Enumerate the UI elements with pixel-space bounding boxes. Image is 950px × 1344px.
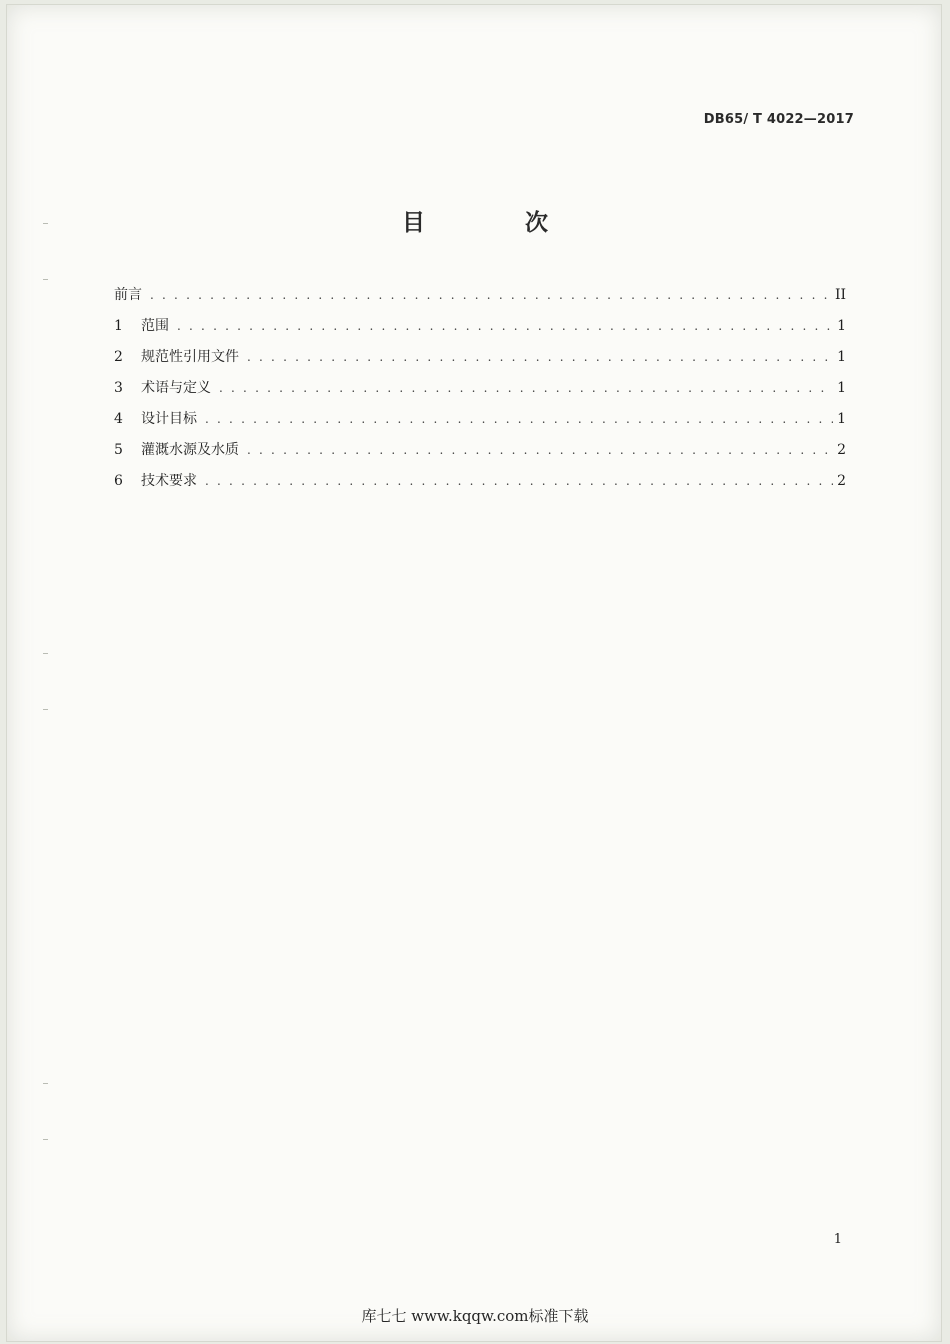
scan-mark [43,1139,48,1140]
dot-leader [247,345,833,369]
scan-mark [43,653,48,654]
download-footer: 库七七 www.kqqw.com标准下载 [361,1307,589,1325]
toc-entry-page: 2 [837,473,846,489]
toc-entry-label: 技术要求 [141,473,197,489]
toc-entry-label: 灌溉水源及水质 [141,442,239,458]
toc-entry-label: 术语与定义 [141,380,211,396]
toc-entry-number: 3 [114,380,123,396]
table-of-contents [114,283,846,500]
document-code: DB65/ T 4022—2017 [703,112,854,127]
dot-leader [247,438,833,462]
toc-entry-page: 1 [837,411,846,427]
scan-mark [43,1083,48,1084]
toc-entry-label: 规范性引用文件 [141,349,239,365]
toc-entry-page: 2 [837,442,846,458]
toc-entry-number: 1 [114,318,123,334]
dot-leader [150,283,831,307]
toc-entry-water-source-quality[interactable] [114,438,846,469]
toc-entry-normative-references[interactable] [114,345,846,376]
toc-entry-technical-requirements[interactable] [114,469,846,500]
toc-entry-page: 1 [837,349,846,365]
toc-entry-page: 1 [837,318,846,334]
dot-leader [205,407,833,431]
toc-entry-scope[interactable] [114,314,846,345]
toc-entry-page: 1 [837,380,846,396]
dot-leader [219,376,833,400]
toc-title: 目 次 [401,210,594,236]
scan-mark [43,279,48,280]
scan-mark [43,709,48,710]
toc-entry-label: 范围 [141,318,169,334]
page-number: 1 [833,1232,842,1247]
toc-entry-label: 前言 [114,287,142,303]
toc-entry-design-objectives[interactable] [114,407,846,438]
toc-entry-number: 6 [114,473,123,489]
toc-entry-terms-definitions[interactable] [114,376,846,407]
toc-entry-number: 2 [114,349,123,365]
toc-entry-foreword[interactable] [114,283,846,314]
toc-entry-number: 5 [114,442,123,458]
toc-entry-number: 4 [114,411,123,427]
dot-leader [177,314,833,338]
dot-leader [205,469,833,493]
toc-entry-label: 设计目标 [141,411,197,427]
toc-entry-page: II [834,287,846,303]
